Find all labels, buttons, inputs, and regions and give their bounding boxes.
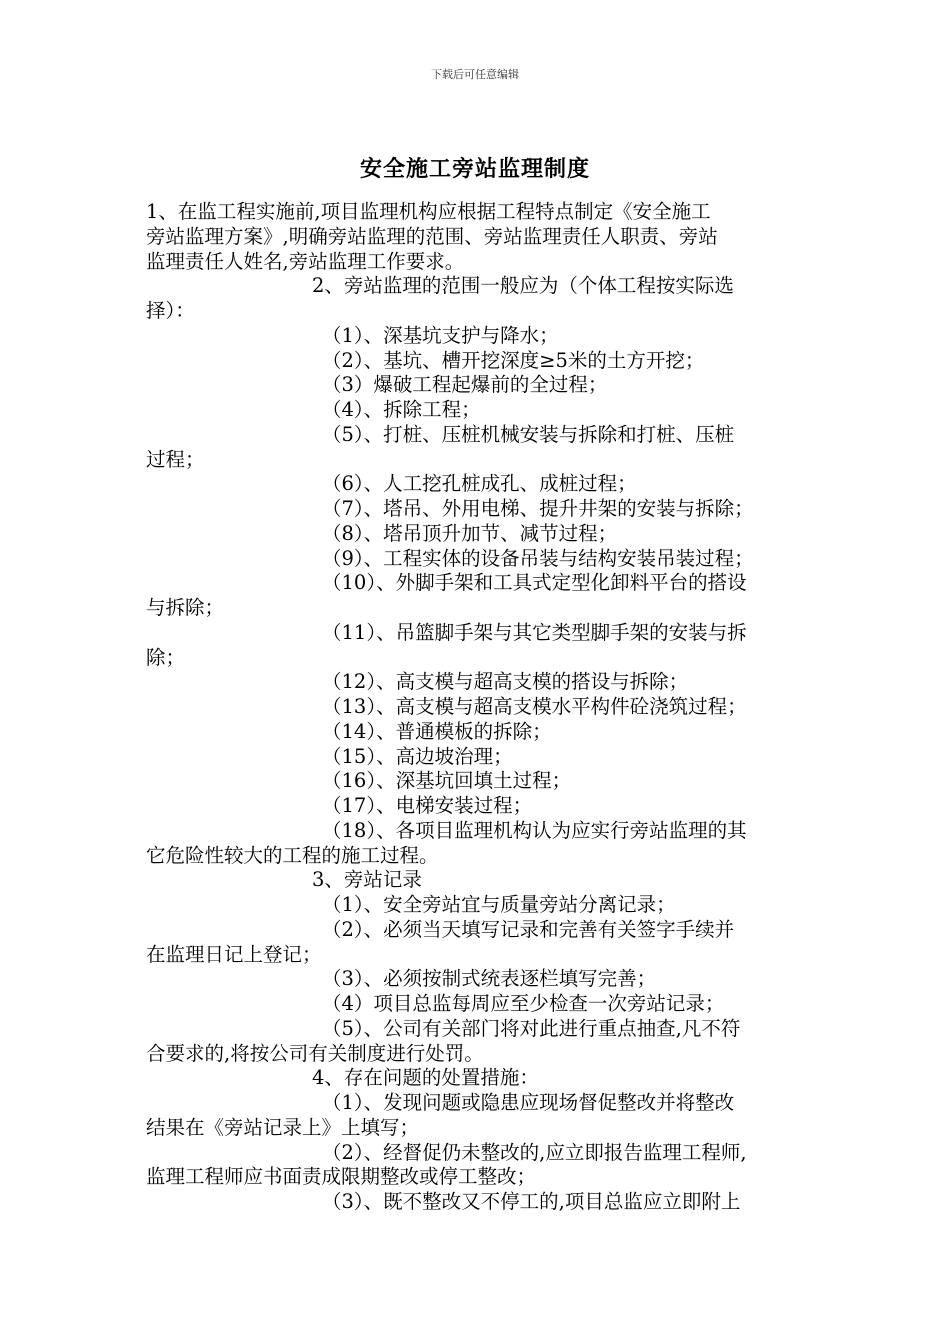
text-line: 2、旁站监理的范围一般应为（个体工程按实际选 <box>312 274 734 298</box>
text-line: 它危险性较大的工程的施工过程。 <box>146 843 439 867</box>
text-line: 旁站监理方案》,明确旁站监理的范围、旁站监理责任人职责、旁站 <box>146 224 718 248</box>
text-line: （3）爆破工程起爆前的全过程； <box>322 373 608 397</box>
text-line: （2）、经督促仍未整改的,应立即报告监理工程师, <box>322 1140 747 1164</box>
text-line: 在监理日记上登记； <box>146 942 322 966</box>
text-line: 监理工程师应书面责成限期整改或停工整改； <box>146 1165 537 1189</box>
text-line: （9）、工程实体的设备吊装与结构安装吊装过程； <box>322 546 754 570</box>
text-line: （18）、各项目监理机构认为应实行旁站监理的其 <box>322 818 747 842</box>
text-line: （12）、高支模与超高支模的搭设与拆除； <box>322 670 689 694</box>
text-line: （8）、塔吊顶升加节、减节过程； <box>322 521 618 545</box>
text-line: （6）、人工挖孔桩成孔、成桩过程； <box>322 472 637 496</box>
text-line: 4、存在问题的处置措施： <box>312 1066 539 1090</box>
text-line: （5）、公司有关部门将对此进行重点抽查,凡不符 <box>322 1016 741 1040</box>
text-line: （11）、吊篮脚手架与其它类型脚手架的安装与拆 <box>322 620 747 644</box>
text-line: （1）、深基坑支护与降水； <box>322 323 559 347</box>
text-line: （2）、基坑、槽开挖深度≥5米的土方开挖； <box>322 348 705 372</box>
text-line: 合要求的,将按公司有关制度进行处罚。 <box>146 1041 484 1065</box>
document-title: 安全施工旁站监理制度 <box>359 156 590 182</box>
text-line: （1）、安全旁站宜与质量旁站分离记录； <box>322 893 676 916</box>
header-note: 下载后可任意编辑 <box>431 68 519 81</box>
text-line: 除； <box>146 645 186 669</box>
text-line: 结果在《旁站记录上》上填写； <box>146 1115 420 1139</box>
text-line: 1、在监工程实施前,项目监理机构应根据工程特点制定《安全施工 <box>146 200 711 223</box>
text-line: 过程； <box>146 447 205 471</box>
text-line: （3）、必须按制式统表逐栏填写完善； <box>322 967 657 991</box>
text-line: （3）、既不整改又不停工的,项目总监应立即附上 <box>322 1190 741 1213</box>
text-line: （1）、发现问题或隐患应现场督促整改并将整改 <box>322 1091 735 1114</box>
text-line: （13）、高支模与超高支模水平构件砼浇筑过程； <box>322 695 747 718</box>
text-line: （7）、塔吊、外用电梯、提升井架的安装与拆除； <box>322 497 754 520</box>
text-line: 监理责任人姓名,旁站监理工作要求。 <box>146 249 465 273</box>
text-line: 3、旁站记录 <box>312 868 422 892</box>
text-line: 与拆除； <box>146 596 225 619</box>
text-line: （14）、普通模板的拆除； <box>322 719 552 743</box>
text-line: （5）、打桩、压桩机械安装与拆除和打桩、压桩 <box>322 422 735 446</box>
document-body <box>146 200 810 1215</box>
text-line: （4）项目总监每周应至少检查一次旁站记录； <box>322 992 725 1015</box>
text-line: （4）、拆除工程； <box>322 398 481 421</box>
text-line: 择）： <box>146 299 195 322</box>
text-line: （17）、电梯安装过程； <box>322 794 533 817</box>
text-line: （2）、必须当天填写记录和完善有关签字手续并 <box>322 917 735 941</box>
text-line: （15）、高边坡治理； <box>322 744 513 768</box>
text-line: （16）、深基坑回填土过程； <box>322 769 572 793</box>
text-line: （10）、外脚手架和工具式定型化卸料平台的搭设 <box>322 571 747 595</box>
